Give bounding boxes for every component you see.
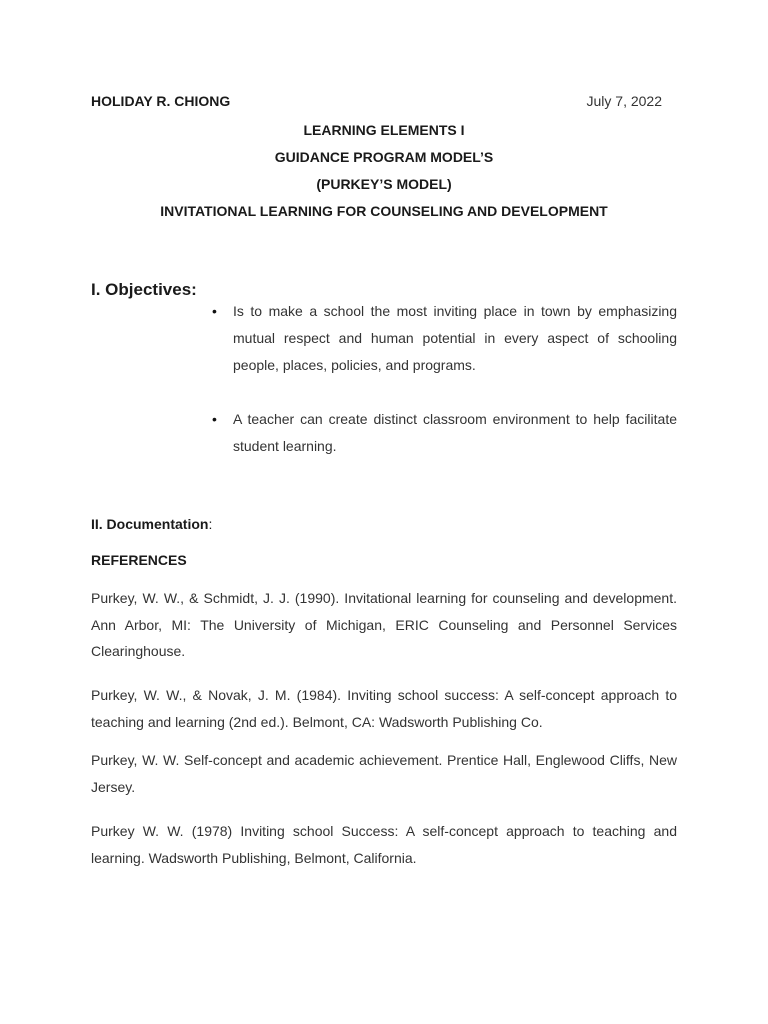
document-date: July 7, 2022 [586,93,662,109]
title-line-subtitle: INVITATIONAL LEARNING FOR COUNSELING AND DEVELOPMENT [160,203,608,219]
objective-text: Is to make a school the most inviting place in town by emphasizing mutual respect and human potential in every aspect of schooling people, places, policies, and programs. [233,303,677,373]
title-line-course: LEARNING ELEMENTS I [303,122,465,138]
title-line-topic: GUIDANCE PROGRAM MODEL’S [274,149,494,165]
title-block [91,120,677,228]
documentation-heading-text: II. Documentation [91,516,209,532]
objective-text: A teacher can create distinct classroom environment to help facilitate student learning. [233,411,677,454]
documentation-heading-colon: : [208,516,213,532]
author-name: HOLIDAY R. CHIONG [91,93,231,109]
reference-entry: Purkey W. W. (1978) Inviting school Success: A self-concept approach to teaching and learning. Wadsworth Publishing, Belmont, California. [91,823,677,866]
bullet-icon: • [212,411,217,427]
objectives-list [212,298,677,460]
bullet-icon: • [212,303,217,319]
reference-entry: Purkey, W. W., & Schmidt, J. J. (1990). Invitational learning for counseling and development. Ann Arbor, MI: The University of Michigan, ERIC Counseling and Personnel Services Clearinghouse. [91,590,677,659]
references-heading: REFERENCES [91,552,187,568]
reference-entry: Purkey, W. W. Self-concept and academic achievement. Prentice Hall, Englewood Cliffs, New Jersey. [91,752,677,795]
objectives-heading: I. Objectives: [91,280,197,299]
document-header [91,93,662,113]
title-line-model: (PURKEY’S MODEL) [316,176,452,192]
list-item [212,406,677,460]
reference-entry: Purkey, W. W., & Novak, J. M. (1984). Inviting school success: A self-concept approach to teaching and learning (2nd ed.). Belmont, CA: Wadsworth Publishing Co. [91,687,677,730]
documentation-heading [91,516,212,532]
list-item [212,298,677,379]
